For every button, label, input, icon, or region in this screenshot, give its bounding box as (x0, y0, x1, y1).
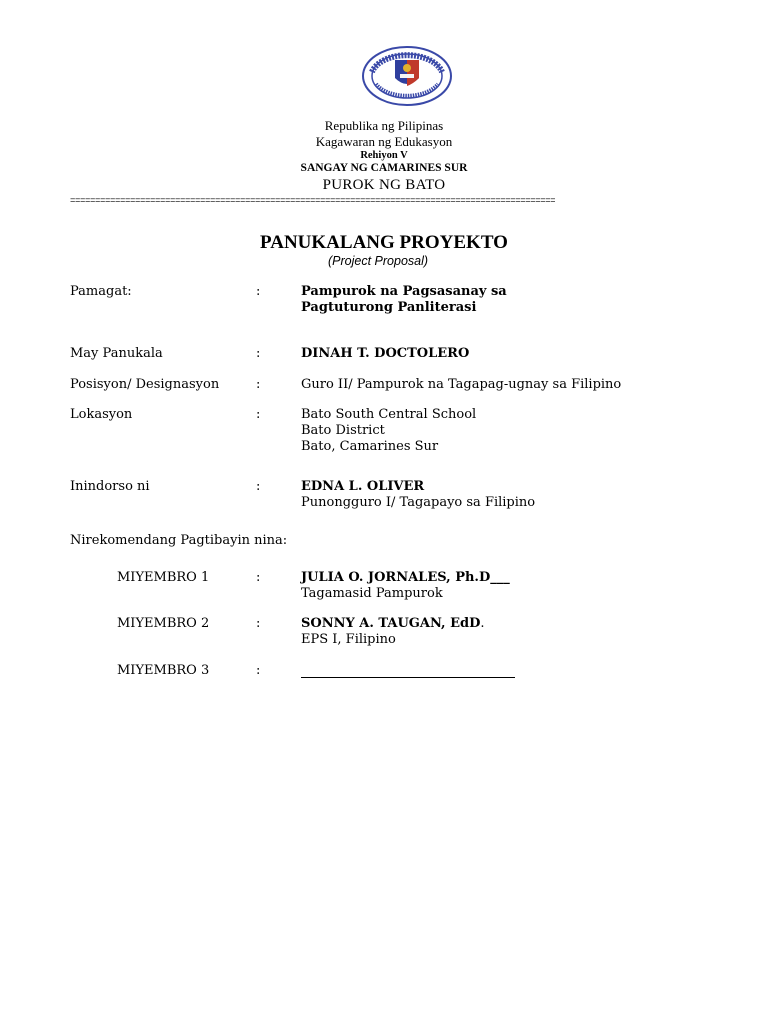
page-subtitle: (Project Proposal) (328, 254, 429, 268)
field-value: Guro II/ Pampurok na Tagapag-ugnay sa Filipino (301, 377, 622, 392)
member-name-suffix: . (480, 616, 485, 631)
page-title: PANUKALANG PROYEKTO (260, 232, 508, 253)
header-region: Rehiyon V (360, 150, 408, 161)
field-value-line2: Punongguro I/ Tagapayo sa Filipino (301, 495, 536, 510)
field-label: Pamagat: (70, 284, 132, 299)
field-value: Pampurok na Pagsasanay sa (301, 284, 507, 299)
member-name: SONNY A. TAUGAN, EdD (301, 616, 481, 631)
field-value: DINAH T. DOCTOLERO (301, 346, 470, 361)
member-label: MIYEMBRO 3 (117, 663, 210, 678)
header-district: PUROK NG BATO (322, 177, 446, 193)
field-colon: : (256, 377, 261, 392)
field-label: May Panukala (70, 346, 163, 361)
member-role: Tagamasid Pampurok (301, 586, 443, 601)
header-division: SANGAY NG CAMARINES SUR (300, 162, 468, 174)
member-name: JULIA O. JORNALES, Ph.D___ (301, 570, 510, 585)
field-value-line3: Bato, Camarines Sur (301, 439, 439, 454)
header-department: Kagawaran ng Edukasyon (315, 134, 453, 149)
field-value: EDNA L. OLIVER (301, 479, 425, 494)
signature-blank-line (301, 663, 515, 678)
deped-seal-icon (362, 46, 452, 106)
field-value-line2: Pagtuturong Panliterasi (301, 300, 477, 315)
field-colon: : (256, 284, 261, 299)
member-colon: : (256, 570, 261, 585)
member-colon: : (256, 663, 261, 678)
recommend-label: Nirekomendang Pagtibayin nina: (70, 533, 288, 548)
field-label: Posisyon/ Designasyon (70, 377, 220, 392)
field-value: Bato South Central School (301, 407, 477, 422)
field-value-line2: Bato District (301, 423, 385, 438)
field-label: Inindorso ni (70, 479, 150, 494)
field-colon: : (256, 346, 261, 361)
field-colon: : (256, 407, 261, 422)
deped-seal (362, 46, 452, 106)
field-colon: : (256, 479, 261, 494)
field-label: Lokasyon (70, 407, 133, 422)
member-colon: : (256, 616, 261, 631)
member-name-wrap (301, 616, 485, 632)
header-rule: ================================================================================================= (70, 196, 556, 206)
member-label: MIYEMBRO 1 (117, 570, 210, 585)
header-republic: Republika ng Pilipinas (324, 118, 444, 133)
member-label: MIYEMBRO 2 (117, 616, 210, 631)
member-role: EPS I, Filipino (301, 632, 396, 647)
